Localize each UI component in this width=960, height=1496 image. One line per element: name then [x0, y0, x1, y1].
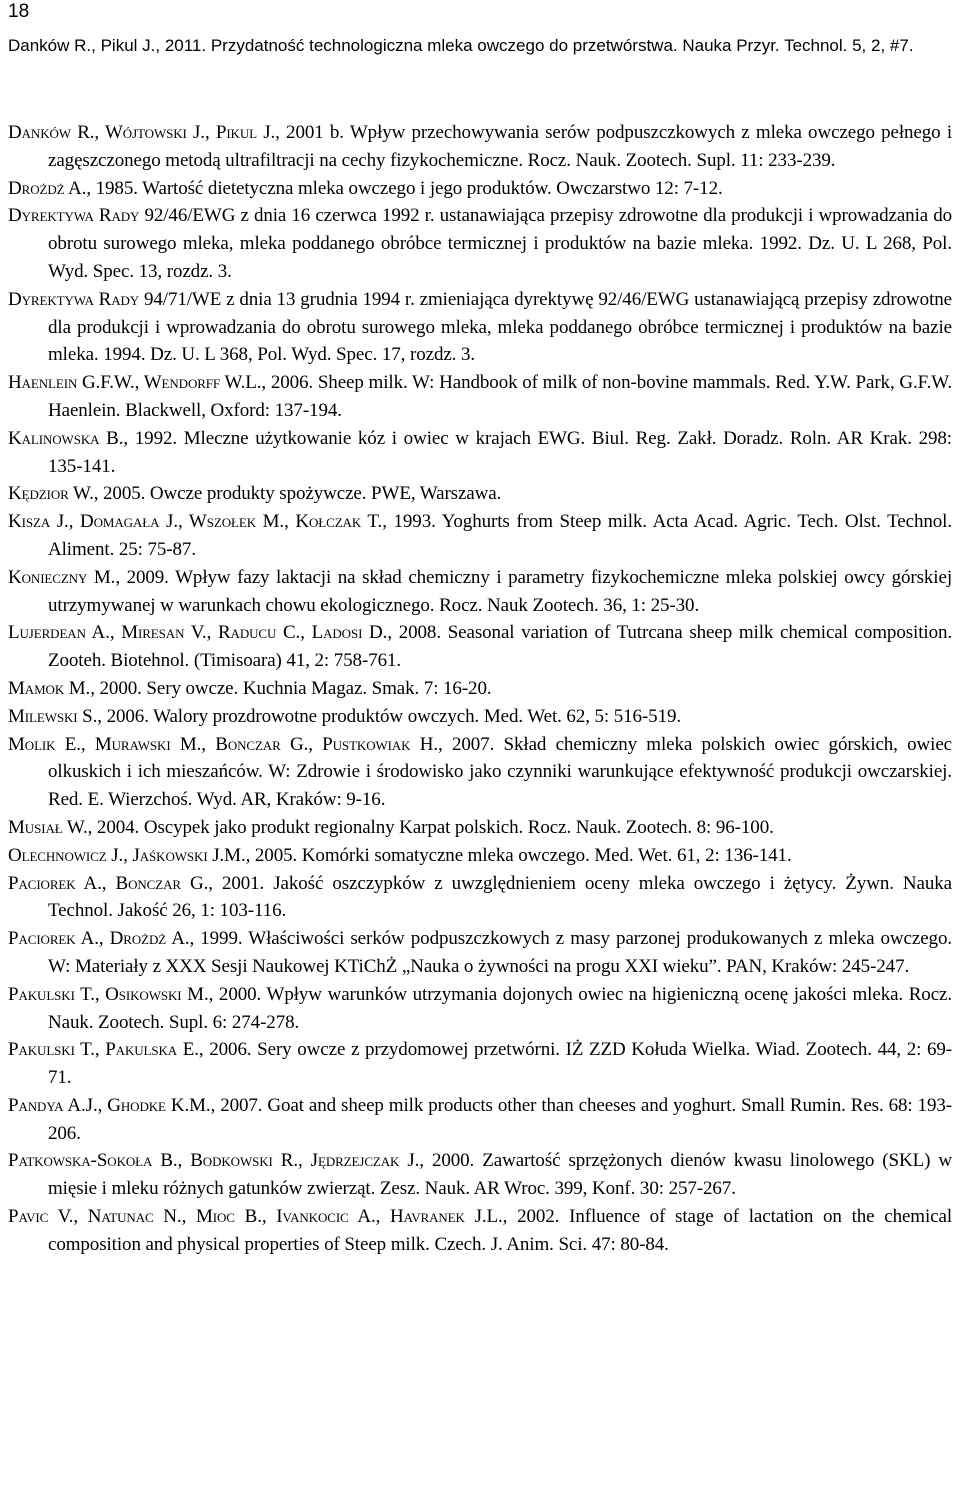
reference-item	[8, 925, 952, 981]
reference-item	[8, 870, 952, 926]
reference-item	[8, 703, 952, 731]
reference-text: , 2009. Wpływ fazy laktacji na skład chemiczny i parametry fizykochemiczne mleka polskiej owcy górskiej utrzymywanej w warunkach chowu ekologicznego. Rocz. Nauk Zootech. 36, 1: 25-30.	[48, 566, 952, 616]
reference-authors: Paciorek A., Drożdż A.	[8, 928, 190, 950]
reference-authors: Haenlein G.F.W., Wendorff W.L.	[8, 372, 262, 394]
reference-text: , 1993. Yoghurts from Steep milk. Acta Acad. Agric. Tech. Olst. Technol. Aliment. 25: 75-87.	[48, 511, 952, 560]
reference-text: , 2000. Zawartość sprzężonych dienów kwasu linolowego (SKL) w mięsie i mleku różnych gatunków zwierząt. Zesz. Nauk. AR Wroc. 399, Konf. 30: 257-267.	[48, 1150, 952, 1200]
reference-authors: Danków R., Wójtowski J., Pikul J.	[8, 122, 276, 143]
reference-text: , 1992. Mleczne użytkowanie kóz i owiec w krajach EWG. Biul. Reg. Zakł. Doradz. Roln. AR Krak. 298: 135-141.	[48, 427, 952, 477]
reference-authors: Paciorek A., Bonczar G.	[8, 872, 209, 894]
reference-text: , 2005. Owcze produkty spożywcze. PWE, Warszawa.	[93, 483, 502, 505]
reference-item	[8, 1092, 952, 1148]
reference-text: , 2001. Jakość oszczypków z uwzględnieniem oceny mleka owczego i żętycy. Żywn. Nauka Technol. Jakość 26, 1: 103-116.	[48, 872, 952, 922]
reference-item	[8, 425, 952, 481]
reference-item	[8, 731, 952, 814]
page-number: 18	[8, 1, 30, 22]
reference-authors: Milewski S.	[8, 705, 98, 727]
reference-authors: Drożdż A.	[8, 177, 87, 199]
reference-authors: Pakulski T., Osikowski M.	[8, 983, 209, 1005]
reference-authors: Dyrektywa Rady	[8, 205, 140, 227]
reference-authors: Lujerdean A., Miresan V., Raducu C., Ladosi D.	[8, 622, 388, 644]
reference-text: , 2000. Sery owcze. Kuchnia Magaz. Smak. 7: 16-20.	[90, 677, 492, 699]
reference-item	[8, 119, 952, 175]
reference-item	[8, 369, 952, 425]
reference-text: , 2006. Walory prozdrowotne produktów owczych. Med. Wet. 62, 5: 516-519.	[97, 705, 682, 727]
reference-authors: Musiał W.	[8, 816, 88, 838]
reference-authors: Pandya A.J., Ghodke K.M.	[8, 1094, 211, 1116]
reference-text: , 2001 b. Wpływ przechowywania serów podpuszczkowych z mleka owczego pełnego i zagęszczonego metodą ultrafiltracji na cechy fizykochemiczne. Rocz. Nauk. Zootech. Supl. 11: 233-239.	[48, 122, 952, 171]
reference-item	[8, 675, 952, 703]
reference-authors: Konieczny M.	[8, 566, 116, 588]
reference-authors: Pavic V., Natunac N., Mioc B., Ivankocic A., Havranek J.L.	[8, 1206, 503, 1228]
reference-item	[8, 564, 952, 620]
reference-authors: Molik E., Murawski M., Bonczar G., Pustkowiak H.	[8, 733, 439, 755]
reference-item	[8, 480, 952, 508]
reference-item	[8, 1147, 952, 1203]
reference-authors: Mamok M.	[8, 677, 91, 699]
reference-text: 92/46/EWG z dnia 16 czerwca 1992 r. ustanawiająca przepisy zdrowotne dla produkcji i wprowadzania do obrotu surowego mleka, mleka poddanego obróbce termicznej i produktów na bazie mleka. 1992. Dz. U. L 268, Pol. Wyd. Spec. 13, rozdz. 3.	[48, 205, 953, 282]
reference-authors: Pakulski T., Pakulska E.	[8, 1039, 199, 1061]
reference-item	[8, 508, 952, 564]
reference-item	[8, 981, 952, 1037]
reference-item	[8, 842, 952, 870]
reference-text: , 2007. Skład chemiczny mleka polskich owiec górskich, owiec olkuskich i ich mieszańców. W: Zdrowie i środowisko jako czynniki warunkujące efektywność produkcji owczarskiej. Red. E. Wierzchoś. Wyd. AR, Kraków: 9-16.	[48, 733, 952, 811]
reference-authors: Kalinowska B.	[8, 427, 124, 449]
reference-item	[8, 202, 952, 285]
reference-text: , 2006. Sheep milk. W: Handbook of milk of non-bovine mammals. Red. Y.W. Park, G.F.W. Haenlein. Blackwell, Oxford: 137-194.	[48, 372, 952, 421]
reference-list	[8, 119, 952, 1259]
reference-text: , 2007. Goat and sheep milk products other than cheeses and yoghurt. Small Rumin. Res. 68: 193-206.	[48, 1094, 952, 1144]
reference-authors: Kędzior W.	[8, 483, 94, 505]
reference-text: 94/71/WE z dnia 13 grudnia 1994 r. zmieniająca dyrektywę 92/46/EWG ustanawiającą przepisy zdrowotne dla produkcji i wprowadzania do obrotu surowego mleka, mleka poddanego obróbce termicznej i produktów na bazie mleka. 1994. Dz. U. L 368, Pol. Wyd. Spec. 17, rozdz. 3.	[48, 288, 952, 366]
reference-authors: Patkowska-Sokoła B., Bodkowski R., Jędrzejczak J.	[8, 1150, 420, 1172]
reference-text: , 2004. Oscypek jako produkt regionalny Karpat polskich. Rocz. Nauk. Zootech. 8: 96-100.	[87, 816, 774, 838]
reference-item	[8, 175, 952, 203]
reference-authors: Dyrektywa Rady	[8, 288, 140, 310]
reference-text: , 1985. Wartość dietetyczna mleka owczego i jego produktów. Owczarstwo 12: 7-12.	[86, 177, 723, 199]
reference-item	[8, 619, 952, 675]
header-citation: Danków R., Pikul J., 2011. Przydatność technologiczna mleka owczego do przetwórstwa. Nauka Przyr. Technol. 5, 2, #7.	[8, 36, 914, 55]
reference-text: , 2006. Sery owcze z przydomowej przetwórni. IŻ ZZD Kołuda Wielka. Wiad. Zootech. 44, 2: 69-71.	[48, 1039, 952, 1089]
reference-authors: Olechnowicz J., Jaśkowski J.M.	[8, 844, 246, 866]
reference-item	[8, 286, 952, 369]
reference-text: , 2000. Wpływ warunków utrzymania dojonych owiec na higieniczną ocenę jakości mleka. Rocz. Nauk. Zootech. Supl. 6: 274-278.	[48, 983, 953, 1033]
reference-text: , 2008. Seasonal variation of Tutrcana sheep milk chemical composition. Zooteh. Biotehnol. (Timisoara) 41, 2: 758-761.	[48, 622, 953, 672]
reference-text: , 2005. Komórki somatyczne mleka owczego. Med. Wet. 61, 2: 136-141.	[245, 844, 792, 866]
reference-text: , 2002. Influence of stage of lactation on the chemical composition and physical properties of Steep milk. Czech. J. Anim. Sci. 47: 80-84.	[48, 1206, 953, 1255]
reference-item	[8, 1203, 952, 1259]
reference-item	[8, 1036, 952, 1092]
reference-text: , 1999. Właściwości serków podpuszczkowych z masy parzonej produkowanych z mleka owczego. W: Materiały z XXX Sesji Naukowej KTiChŻ „Nauka o żywności na progu XXI wieku”. PAN, Kraków: 245-247.	[48, 928, 952, 977]
reference-item	[8, 814, 952, 842]
reference-authors: Kisza J., Domagała J., Wszołek M., Kołczak T.	[8, 511, 383, 533]
